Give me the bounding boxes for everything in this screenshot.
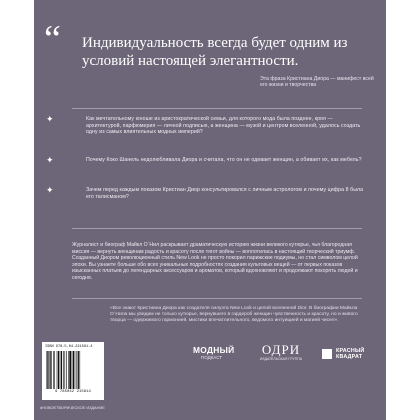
review-quote: «Все знают Кристиана Диора как создателя силуэта New Look и целой вселенной Dior. В биографии Майкла О`Нила мы увидим не только кутюрье, вернувшего в гардероб женщин чувственность и красоту, но и живого творца — одержимого гармонией, мистики впечатлительного, ведомого интуицией и магией чисел». bbox=[110, 306, 358, 324]
sparkle-icon: ✦ bbox=[46, 114, 54, 124]
question-text: Зачем перед каждым показом Кристиан Диор консультировался с личным астрологом и почему цифра 8 была его талисманом? bbox=[86, 187, 364, 200]
isbn-text: ISBN 978-5-04-221581-4 bbox=[45, 345, 93, 349]
sparkle-icon: ✦ bbox=[46, 185, 54, 195]
publisher-logo-name: ОДРИ bbox=[261, 342, 301, 357]
barcode-digits: 9 785042 215814 bbox=[55, 390, 91, 394]
sparkle-icon: ✦ bbox=[46, 155, 54, 165]
publisher-logo bbox=[252, 343, 310, 361]
partner-logo bbox=[322, 348, 382, 364]
edition-label: #НОВОЕТВОРИЧЕСКОЕ ИЗДАНИЕ bbox=[40, 405, 105, 410]
podcast-logo bbox=[193, 346, 249, 360]
headline-quote: Индивидуальность всегда будет одним из условий настоящей элегантности. bbox=[82, 35, 348, 69]
quote-mark: “ bbox=[44, 18, 61, 60]
book-back-cover bbox=[34, 0, 386, 420]
publisher-logo-sub: ИЗДАТЕЛЬСКАЯ ГРУППА bbox=[259, 357, 303, 361]
barcode-block bbox=[42, 342, 104, 400]
quote-attribution: Эта фраза Кристиана Диора — манифест всей его жизни и творчества bbox=[260, 76, 374, 89]
description-text: Журналист и биограф Майкл О`Нил раскрывает драматическую историю жизни великого кутюрье, чья благородная миссия — вернуть женщинам радость и красоту после тягот войны — воплотилась в настоящий творческий триумф. Созданный Диором революционный стиль New Look не просто покорил парижские подиумы, но стал символом целой эпохи. Вы узнаете больше обо всех уникальных подробностях создания культовых вещей — от первых показов изысканных платьев до легендарных аксессуаров и ароматов, который вдохновляют и продолжают покорять людей и сегодня. bbox=[72, 242, 358, 281]
podcast-logo-sub: ПОДКАСТ bbox=[201, 355, 223, 360]
question-text: Почему Коко Шанель недолюбливала Диора и считала, что он не одевает женщин, а обивает их, как мебель? bbox=[86, 157, 362, 163]
divider bbox=[72, 298, 362, 299]
partner-logo-name: КРАСНЫЙ КВАДРАТ bbox=[336, 348, 365, 361]
podcast-logo-name: МОДНЫЙ bbox=[193, 345, 235, 355]
divider bbox=[72, 228, 362, 229]
barcode-icon bbox=[46, 351, 100, 389]
red-square-icon bbox=[322, 349, 332, 359]
divider bbox=[72, 108, 362, 109]
question-text: Как мечтательному юноше из аристократической семьи, для которого мода была позднее, кроя — архитектурой, парфюмерия — личной подписью, а женщина — музой и центром вселенной, удалось создать одну из самых влиятельных модных империй? bbox=[86, 116, 361, 136]
